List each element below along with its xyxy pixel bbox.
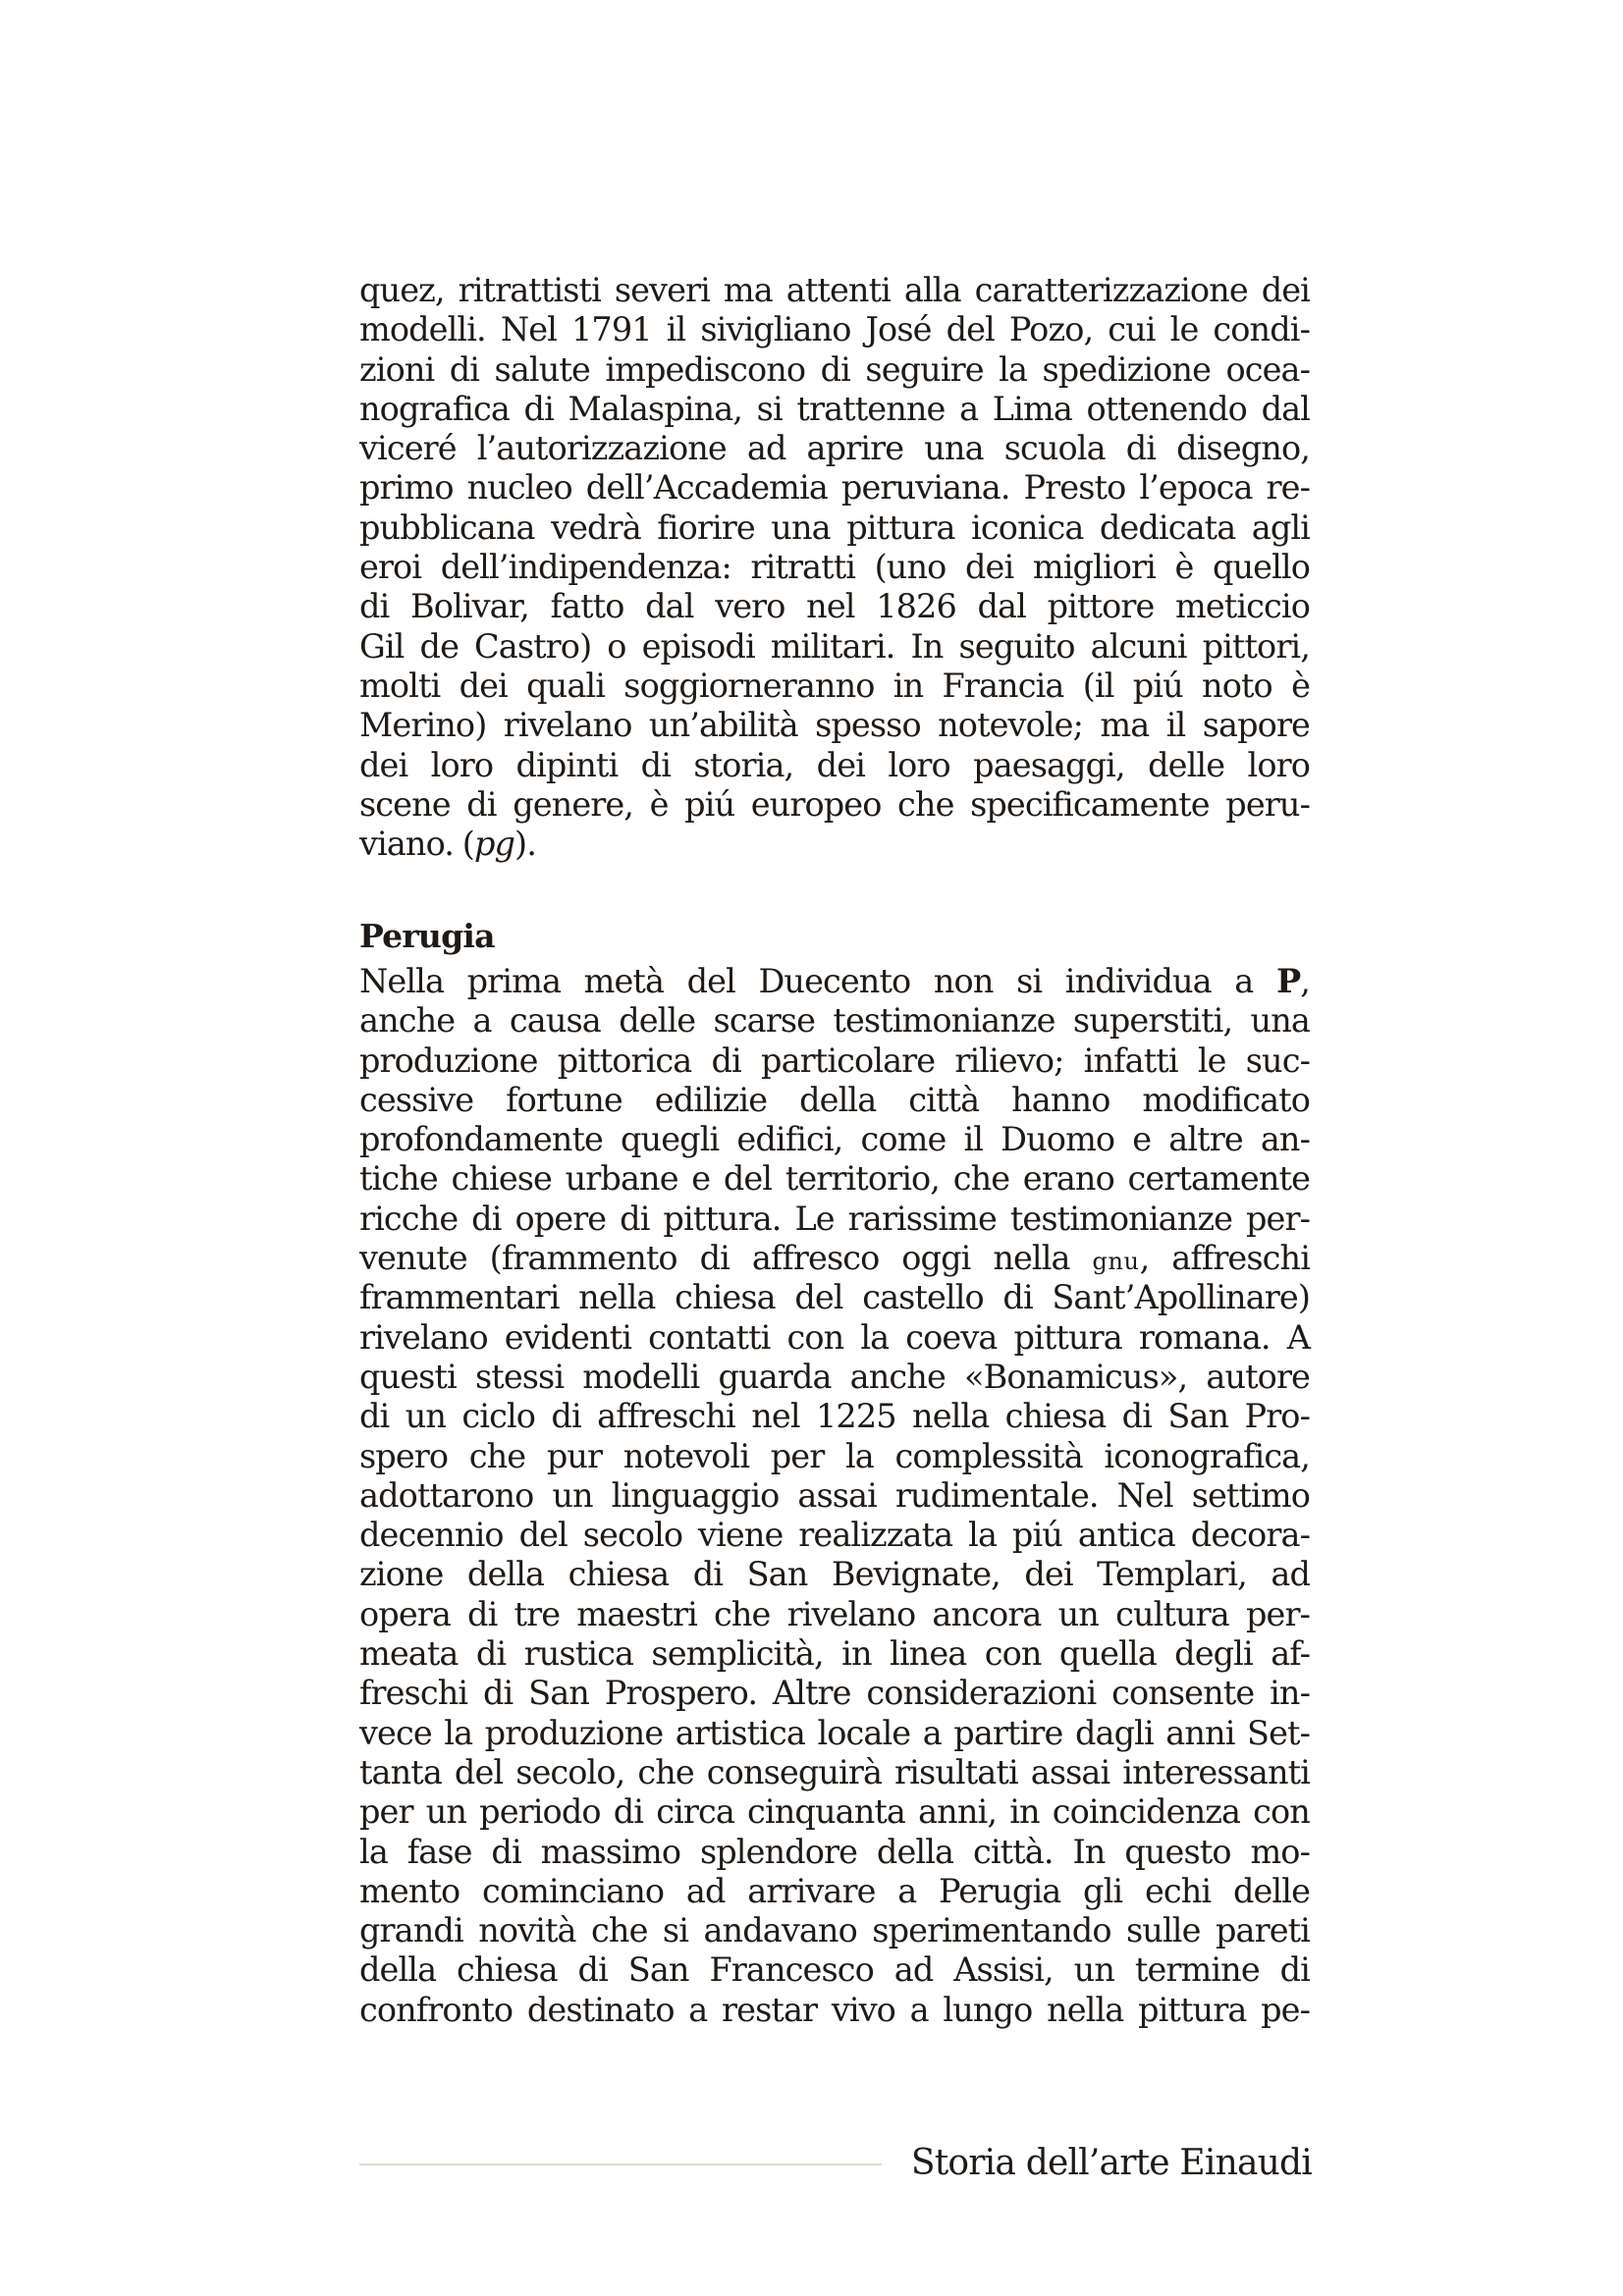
entry-abbreviation: P xyxy=(1275,962,1301,1000)
text-fragment: , xyxy=(1300,962,1310,1000)
author-initials: pg xyxy=(473,825,515,864)
text-line: di Bolivar, fatto dal vero nel 1826 dal pittore meticcio xyxy=(359,587,1310,626)
footer-title: Storia dell’arte Einaudi xyxy=(910,2143,1312,2183)
text-line: molti dei quali soggiorneranno in Francia (il piú noto è xyxy=(359,666,1310,705)
text-line: viceré l’autorizzazione ad aprire una scuola di disegno, xyxy=(359,429,1310,468)
text-line: zioni di salute impediscono di seguire la spedizione ocea- xyxy=(359,349,1310,389)
text-line: tiche chiese urbane e del territorio, che erano certamente xyxy=(359,1159,1310,1199)
text-line: la fase di massimo splendore della città. In questo mo- xyxy=(359,1832,1310,1871)
text-line: modelli. Nel 1791 il sivigliano José del Pozo, cui le condi- xyxy=(359,310,1310,349)
text-line: tanta del secolo, che conseguirà risultati assai interessanti xyxy=(359,1752,1310,1791)
text-fragment: Nella prima metà del Duecento non si individua a xyxy=(359,962,1276,1000)
text-line: produzione pittorica di particolare rilievo; infatti le suc- xyxy=(359,1041,1310,1080)
text-line: scene di genere, è piú europeo che specificamente peru- xyxy=(359,784,1310,824)
text-line xyxy=(359,962,1310,1001)
text-line: dei loro dipinti di storia, dei loro paesaggi, delle loro xyxy=(359,745,1310,784)
footer-rule xyxy=(359,2163,882,2165)
text-line: adottarono un linguaggio assai rudimentale. Nel settimo xyxy=(359,1475,1310,1515)
text-fragment: ). xyxy=(514,825,536,864)
text-line: nografica di Malaspina, si trattenne a Lima ottenendo dal xyxy=(359,389,1310,428)
text-line: spero che pur notevoli per la complessità iconografica, xyxy=(359,1436,1310,1475)
text-line: meata di rustica semplicità, in linea con quella degli af- xyxy=(359,1634,1310,1674)
paragraph-peru-continuation xyxy=(359,271,1310,864)
text-fragment: venute (frammento di affresco oggi nella xyxy=(359,1239,1093,1278)
section-heading: Perugia xyxy=(359,917,495,955)
text-line: rivelano evidenti contatti con la coeva pittura romana. A xyxy=(359,1317,1310,1357)
text-line: profondamente quegli edifici, come il Duomo e altre an- xyxy=(359,1120,1310,1159)
text-line-last xyxy=(359,825,1310,864)
text-line: mento cominciano ad arrivare a Perugia gli echi delle xyxy=(359,1871,1310,1910)
text-line: primo nucleo dell’Accademia peruviana. Presto l’epoca re- xyxy=(359,468,1310,507)
text-line: decennio del secolo viene realizzata la piú antica decora- xyxy=(359,1516,1310,1555)
text-line: vece la produzione artistica locale a partire dagli anni Set- xyxy=(359,1713,1310,1752)
text-fragment: , affreschi xyxy=(1139,1239,1311,1278)
text-line xyxy=(359,1239,1310,1278)
paragraph-perugia xyxy=(359,962,1310,2030)
text-line: di un ciclo di affreschi nel 1225 nella chiesa di San Pro- xyxy=(359,1397,1310,1436)
museum-abbreviation: gnu xyxy=(1092,1248,1140,1276)
text-line: eroi dell’indipendenza: ritratti (uno dei migliori è quello xyxy=(359,548,1310,587)
text-line: Gil de Castro) o episodi militari. In seguito alcuni pittori, xyxy=(359,626,1310,666)
text-line: per un periodo di circa cinquanta anni, in coincidenza con xyxy=(359,1792,1310,1832)
text-line: quez, ritrattisti severi ma attenti alla caratterizzazione dei xyxy=(359,271,1310,309)
text-line: ricche di opere di pittura. Le rarissime testimonianze per- xyxy=(359,1199,1310,1238)
text-fragment: viano. ( xyxy=(359,825,474,864)
text-line: della chiesa di San Francesco ad Assisi, un termine di xyxy=(359,1950,1310,1990)
text-line: frammentari nella chiesa del castello di Sant’Apollinare) xyxy=(359,1278,1310,1317)
text-line: cessive fortune edilizie della città hanno modificato xyxy=(359,1080,1310,1119)
text-line: Merino) rivelano un’abilità spesso notevole; ma il sapore xyxy=(359,706,1310,745)
text-line: pubblicana vedrà fiorire una pittura iconica dedicata agli xyxy=(359,507,1310,547)
text-line: freschi di San Prospero. Altre considerazioni consente in- xyxy=(359,1674,1310,1713)
text-line: confronto destinato a restar vivo a lungo nella pittura pe- xyxy=(359,1990,1310,2029)
text-line: opera di tre maestri che rivelano ancora un cultura per- xyxy=(359,1594,1310,1633)
text-line: questi stessi modelli guarda anche «Bonamicus», autore xyxy=(359,1357,1310,1396)
text-line: grandi novità che si andavano sperimentando sulle pareti xyxy=(359,1911,1310,1950)
text-line: anche a causa delle scarse testimonianze superstiti, una xyxy=(359,1001,1310,1041)
text-line: zione della chiesa di San Bevignate, dei Templari, ad xyxy=(359,1555,1310,1594)
